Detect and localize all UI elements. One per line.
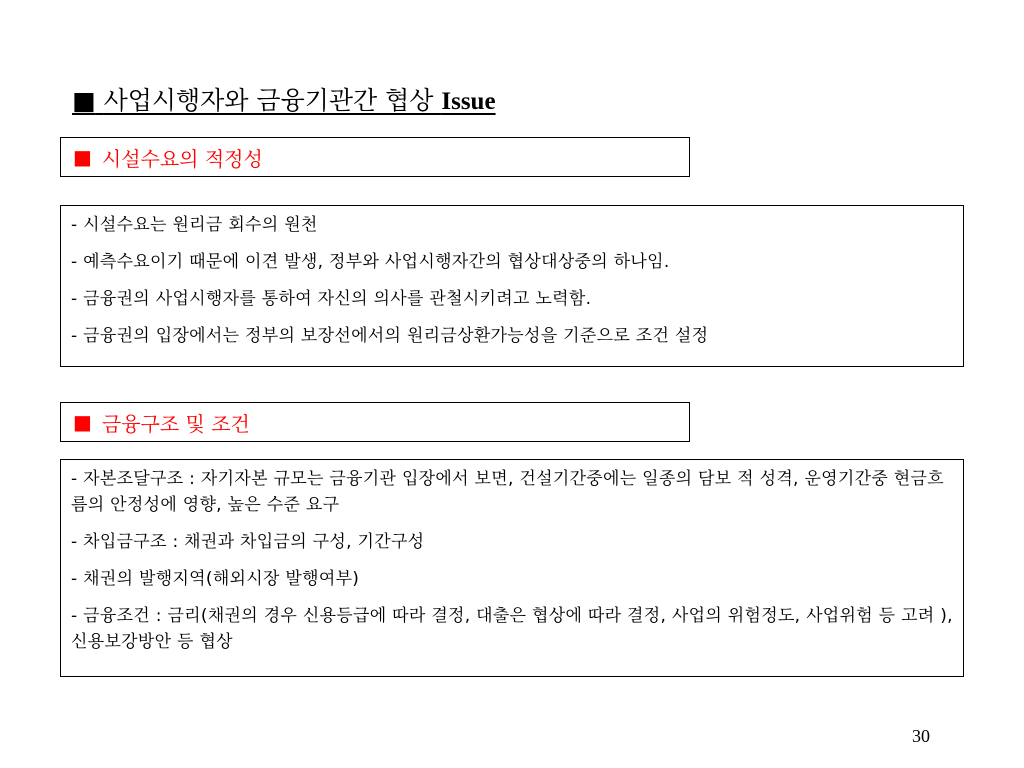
title-marker: ■ [72, 86, 96, 115]
section2-content-box [60, 459, 964, 677]
section1-header-text: 시설수요의 적정성 [101, 146, 263, 171]
section1-line: - 금융권의 입장에서는 정부의 보장선에서의 원리금상환가능성을 기준으로 조건 설정 [71, 326, 709, 346]
section2-line: - 자본조달구조 : 자기자본 규모는 금융기관 입장에서 보면, 건설기간중에는 일종의 담보 적 성격, 운영기간중 현금흐름의 안정성에 영향, 높은 수준 요구 [71, 469, 944, 515]
section2-marker: ■ [73, 410, 92, 434]
slide-title [72, 84, 496, 119]
section1-content-box [60, 205, 964, 367]
section2-line: - 차입금구조 : 채권과 차입금의 구성, 기간구성 [71, 532, 425, 552]
section1-line: - 시설수요는 원리금 회수의 원천 [71, 215, 318, 235]
section1-line: - 예측수요이기 때문에 이견 발생, 정부와 사업시행자간의 협상대상중의 하나임. [71, 252, 670, 272]
section2-header-text: 금융구조 및 조건 [101, 411, 250, 436]
section1-header-box [60, 137, 690, 177]
title-issue: Issue [441, 88, 496, 115]
section2-line: - 금융조건 : 금리(채권의 경우 신용등급에 따라 결정, 대출은 협상에 따라 결정, 사업의 위험정도, 사업위험 등 고려 ), 신용보강방안 등 협상 [71, 606, 953, 652]
section2-header-box [60, 402, 690, 442]
section1-marker: ■ [73, 145, 92, 169]
page-number: 30 [912, 726, 930, 746]
section2-line: - 채권의 발행지역(해외시장 발행여부) [71, 569, 360, 589]
section1-line: - 금융권의 사업시행자를 통하여 자신의 의사를 관철시키려고 노력함. [71, 289, 592, 309]
title-text: 사업시행자와 금융기관간 협상 [103, 86, 442, 115]
